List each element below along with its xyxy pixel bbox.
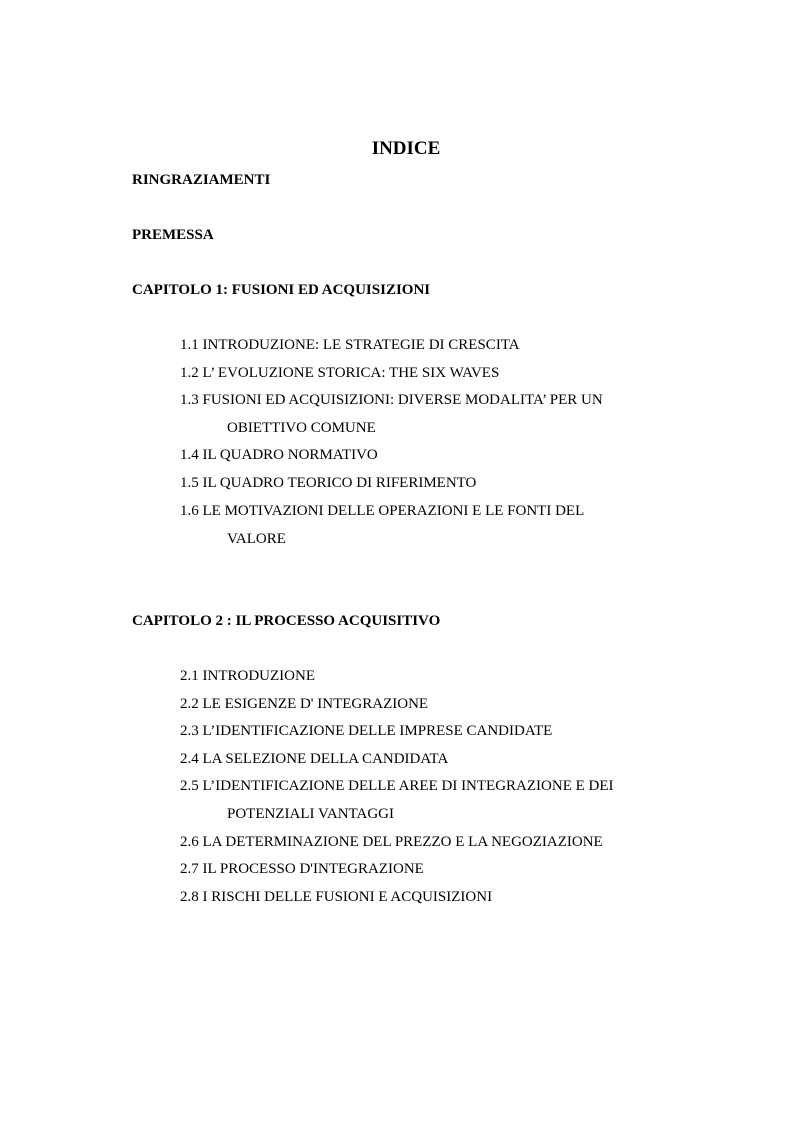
section-premessa: PREMESSA	[132, 227, 214, 243]
toc-entry-2-3: 2.3 L’IDENTIFICAZIONE DELLE IMPRESE CANDIDATE	[180, 723, 553, 739]
toc-entry-1-6-cont: VALORE	[227, 531, 286, 547]
toc-entry-2-8: 2.8 I RISCHI DELLE FUSIONI E ACQUISIZIONI	[180, 889, 493, 905]
toc-entry-1-4: 1.4 IL QUADRO NORMATIVO	[180, 447, 378, 463]
toc-entry-2-1: 2.1 INTRODUZIONE	[180, 668, 315, 684]
toc-entry-2-2: 2.2 LE ESIGENZE D' INTEGRAZIONE	[180, 696, 429, 712]
toc-entry-1-5: 1.5 IL QUADRO TEORICO DI RIFERIMENTO	[180, 475, 477, 491]
toc-entry-1-3-cont: OBIETTIVO COMUNE	[227, 420, 376, 436]
toc-entry-2-5: 2.5 L’IDENTIFICAZIONE DELLE AREE DI INTEGRAZIONE E DEI	[180, 778, 614, 794]
toc-entry-2-7: 2.7 IL PROCESSO D'INTEGRAZIONE	[180, 861, 424, 877]
section-ringraziamenti: RINGRAZIAMENTI	[132, 172, 271, 188]
chapter-1-heading: CAPITOLO 1: FUSIONI ED ACQUISIZIONI	[132, 282, 431, 298]
toc-entry-2-5-cont: POTENZIALI VANTAGGI	[227, 806, 394, 822]
toc-entry-1-2: 1.2 L’ EVOLUZIONE STORICA: THE SIX WAVES	[180, 365, 500, 381]
toc-entry-1-1: 1.1 INTRODUZIONE: LE STRATEGIE DI CRESCITA	[180, 337, 520, 353]
toc-entry-1-3: 1.3 FUSIONI ED ACQUISIZIONI: DIVERSE MODALITA’ PER UN	[180, 392, 603, 408]
chapter-2-heading: CAPITOLO 2 : IL PROCESSO ACQUISITIVO	[132, 613, 441, 629]
toc-entry-1-6: 1.6 LE MOTIVAZIONI DELLE OPERAZIONI E LE FONTI DEL	[180, 503, 585, 519]
toc-entry-2-4: 2.4 LA SELEZIONE DELLA CANDIDATA	[180, 751, 449, 767]
toc-entry-2-6: 2.6 LA DETERMINAZIONE DEL PREZZO E LA NEGOZIAZIONE	[180, 834, 603, 850]
page-title: INDICE	[371, 138, 441, 159]
